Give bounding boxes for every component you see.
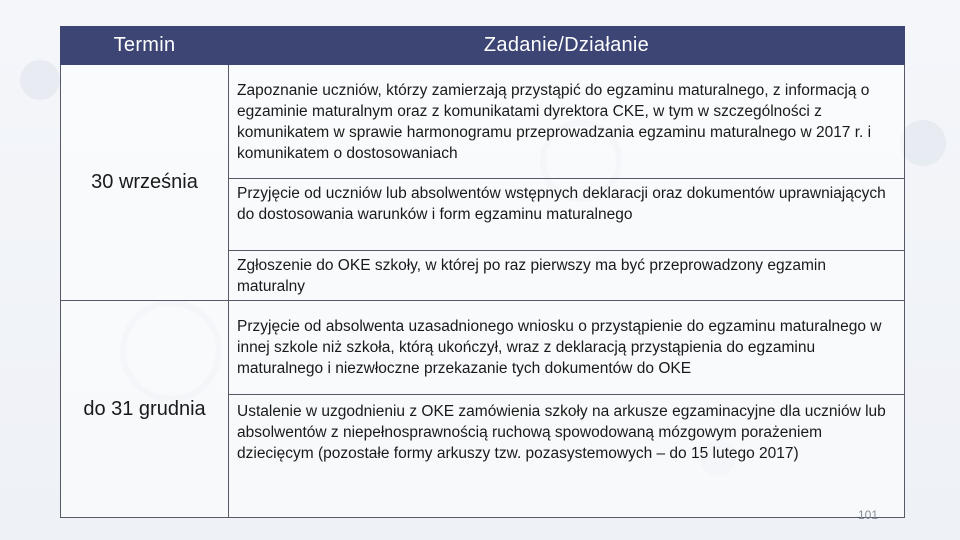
- task-text: Ustalenie w uzgodnieniu z OKE zamówienia szkoły na arkusze egzaminacyjne dla uczniów lub absolwentów z niepełnosprawnością ruchową spowodowaną mózgowym porażeniem dziecięcym (pozostałe formy arkuszy tzw. pozasystemowych – do 15 lutego 2017): [237, 403, 886, 462]
- task-text: Zapoznanie uczniów, którzy zamierzają przystąpić do egzaminu maturalnego, z informacją o egzaminie maturalnym oraz z komunikatami dyrektora CKE, w tym w szczególności z komunikatem w sprawie harmonogramu przeprowadzania egzaminu maturalnego w 2017 r. i komunikatem o dostosowaniach: [237, 81, 872, 162]
- task-cell: [229, 251, 905, 301]
- task-cell: [229, 65, 905, 179]
- table-row: [61, 301, 905, 395]
- background-dot-decoration: [20, 60, 60, 100]
- page-number: 101: [858, 508, 879, 522]
- term-cell: 30 września: [61, 65, 229, 301]
- schedule-table: [60, 26, 905, 518]
- column-header-term: Termin: [61, 27, 229, 65]
- task-text: Przyjęcie od uczniów lub absolwentów wstępnych deklaracji oraz dokumentów uprawniających do dostosowania warunków i form egzaminu maturalnego: [237, 185, 886, 223]
- term-cell: do 31 grudnia: [61, 301, 229, 518]
- task-text: Zgłoszenie do OKE szkoły, w której po raz pierwszy ma być przeprowadzony egzamin maturalny: [237, 256, 826, 295]
- table-header-row: [61, 27, 905, 65]
- background-dot-decoration: [900, 120, 946, 166]
- task-text: Przyjęcie od absolwenta uzasadnionego wniosku o przystąpienie do egzaminu maturalnego w innej szkole niż szkoła, którą ukończył, wraz z deklaracją przystąpienia do egzaminu maturalnego i niezwłoczne przekazanie tych dokumentów do OKE: [237, 318, 882, 377]
- task-cell: [229, 179, 905, 251]
- task-cell: [229, 395, 905, 518]
- column-header-task: Zadanie/Działanie: [229, 27, 905, 65]
- task-cell: [229, 301, 905, 395]
- table-row: [61, 65, 905, 179]
